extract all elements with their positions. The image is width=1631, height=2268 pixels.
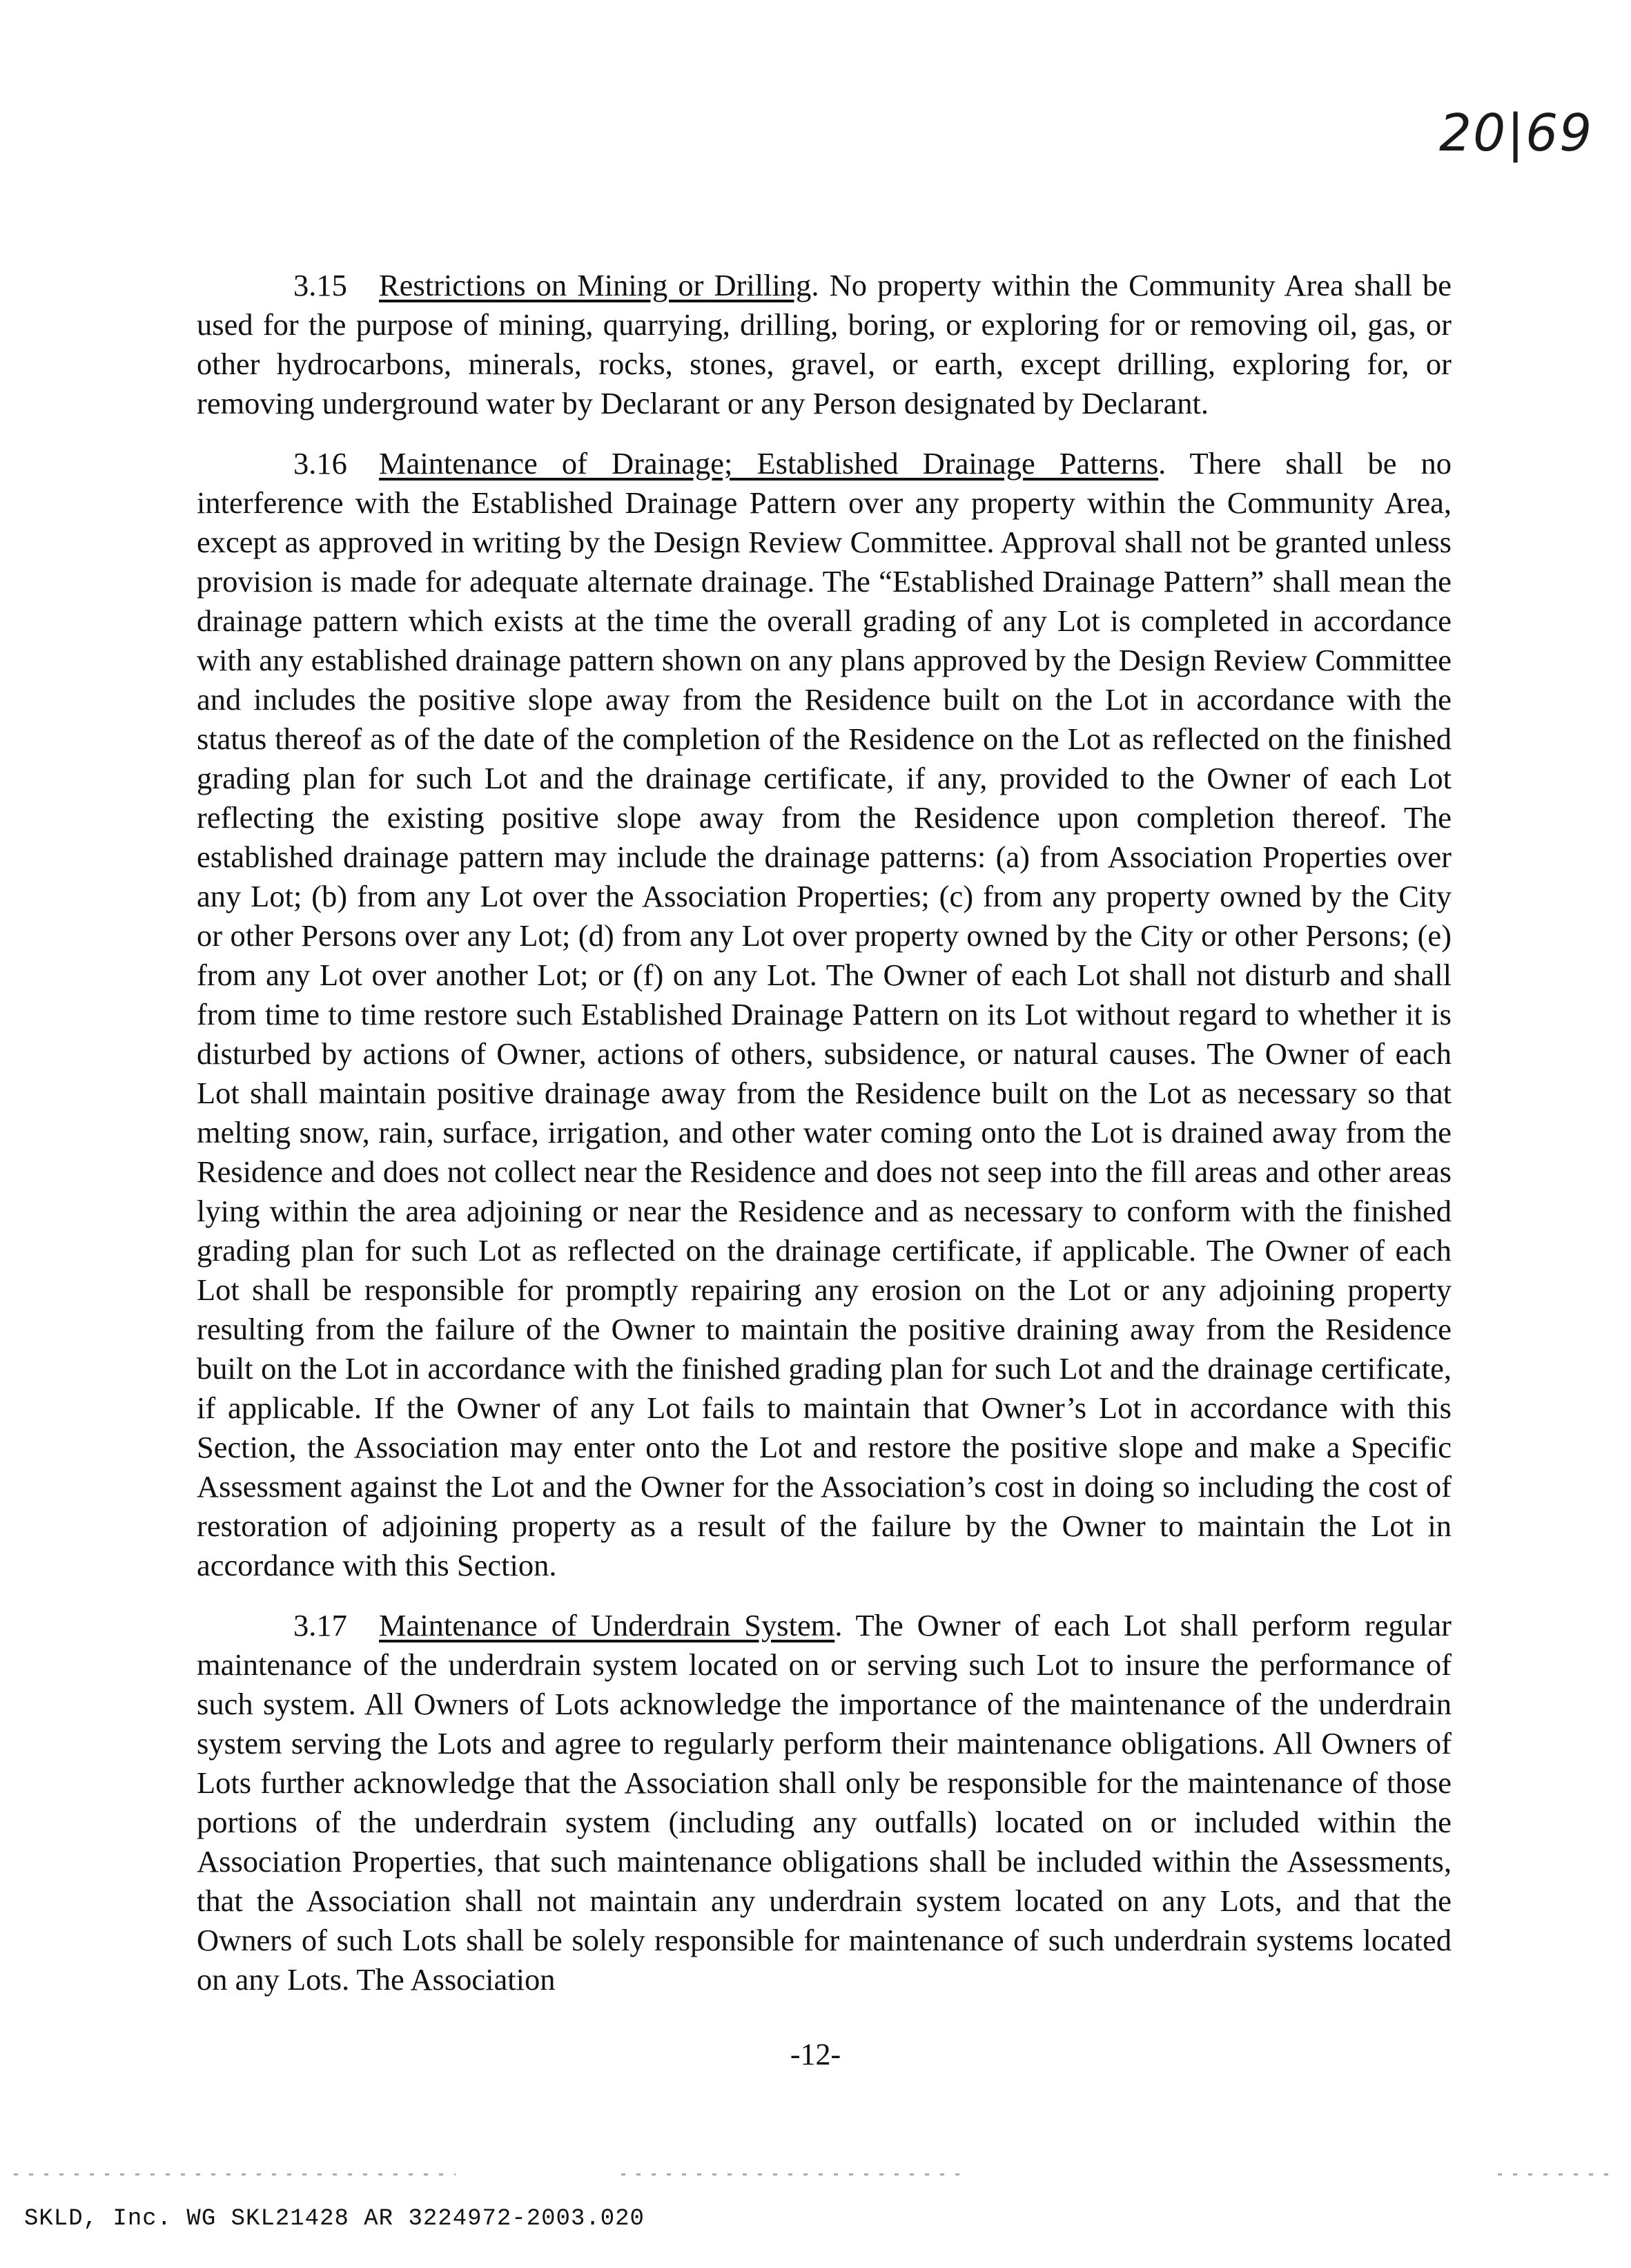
section-number: 3.15 (293, 268, 347, 302)
section-title: Restrictions on Mining or Drilling (379, 268, 812, 302)
document-body (197, 266, 1452, 2020)
section-number: 3.16 (293, 446, 347, 481)
section-3-15 (197, 266, 1452, 423)
footer-stamp: SKLD, Inc. WG SKL21428 AR 3224972-2003.020 (24, 2206, 645, 2232)
scan-artifact-center (621, 2173, 966, 2175)
section-number: 3.17 (293, 1608, 347, 1642)
page-number: -12- (790, 2037, 841, 2071)
scan-artifact-left (14, 2173, 456, 2175)
handwritten-page-note: 20|69 (1439, 104, 1594, 163)
section-body: . There shall be no interference with the Established Drainage Pattern over any property within the Community Area, except as approved in writing by the Design Review Committee. Approval shall not be granted unless provision is made for adequate alternate drainage. The “Established Drainage Pattern” shall mean the drainage pattern which exists at the time the overall grading of any Lot is completed in accordance with any established drainage pattern shown on any plans approved by the Design Review Committee and includes the positive slope away from the Residence built on the Lot in accordance with the status thereof as of the date of the completion of the Residence on the Lot as reflected on the finished grading plan for such Lot and the drainage certificate, if any, provided to the Owner of each Lot reflecting the existing positive slope away from the Residence upon completion thereof. The established drainage pattern may include the drainage patterns: (a) from Association Properties over any Lot; (b) from any Lot over the Association Properties; (c) from any property owned by the City or other Persons over any Lot; (d) from any Lot over property owned by the City or other Persons; (e) from any Lot over another Lot; or (f) on any Lot. The Owner of each Lot shall not disturb and shall from time to time restore such Established Drainage Pattern on its Lot without regard to whether it is disturbed by actions of Owner, actions of others, subsidence, or natural causes. The Owner of each Lot shall maintain positive drainage away from the Residence built on the Lot as necessary so that melting snow, rain, surface, irrigation, and other water coming onto the Lot is drained away from the Residence and does not collect near the Residence and does not seep into the fill areas and other areas lying within the area adjoining or near the Residence and as necessary to conform with the finished grading plan for such Lot as reflected on the drainage certificate, if applicable. The Owner of each Lot shall be responsible for promptly repairing any erosion on the Lot or any adjoining property resulting from the failure of the Owner to maintain the positive draining away from the Residence built on the Lot in accordance with the finished grading plan for such Lot and the drainage certificate, if applicable. If the Owner of any Lot fails to maintain that Owner’s Lot in accordance with this Section, the Association may enter onto the Lot and restore the positive slope and make a Specific Assessment against the Lot and the Owner for the Association’s cost in doing so including the cost of restoration of adjoining property as a result of the failure by the Owner to maintain the Lot in accordance with this Section. (197, 446, 1452, 1582)
section-3-17 (197, 1606, 1452, 1999)
section-body: . No property within the Community Area shall be used for the purpose of mining, quarrying, drilling, boring, or exploring for or removing oil, gas, or other hydrocarbons, minerals, rocks, stones, gravel, or earth, except drilling, exploring for, or removing underground water by Declarant or any Person designated by Declarant. (197, 268, 1452, 420)
scan-artifact-right (1498, 2173, 1615, 2175)
section-3-16 (197, 444, 1452, 1585)
section-title: Maintenance of Underdrain System (379, 1608, 835, 1642)
section-title: Maintenance of Drainage; Established Drainage Patterns (379, 446, 1159, 481)
section-body: . The Owner of each Lot shall perform regular maintenance of the underdrain system located on or serving such Lot to insure the performance of such system. All Owners of Lots acknowledge the importance of the maintenance of the underdrain system serving the Lots and agree to regularly perform their maintenance obligations. All Owners of Lots further acknowledge that the Association shall only be responsible for the maintenance of those portions of the underdrain system (including any outfalls) located on or included within the Association Properties, that such maintenance obligations shall be included within the Assessments, that the Association shall not maintain any underdrain system located on any Lots, and that the Owners of such Lots shall be solely responsible for maintenance of such underdrain systems located on any Lots. The Association (197, 1608, 1452, 1997)
